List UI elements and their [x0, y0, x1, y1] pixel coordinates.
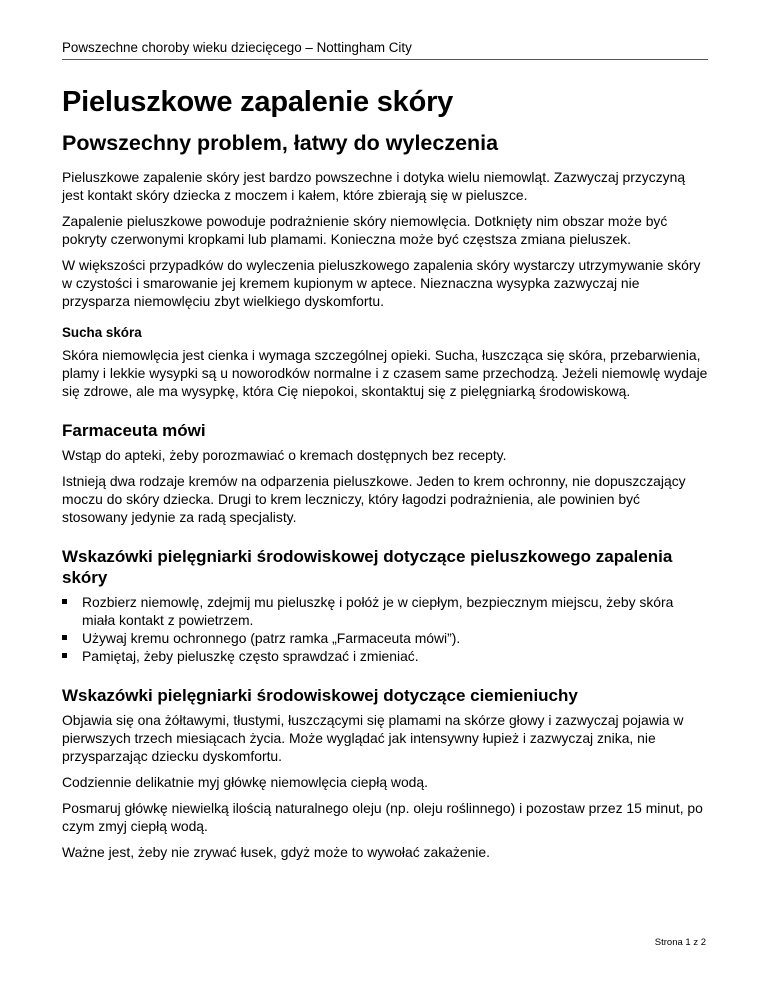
- pharmacist-paragraph: Wstąp do apteki, żeby porozmawiać o kremach dostępnych bez recepty.: [62, 447, 507, 463]
- cradle-cap-paragraph: Posmaruj główkę niewielką ilością naturalnego oleju (np. oleju roślinnego) i pozostaw przez 15 minut, po czym zmyj ciepłą wodą.: [62, 800, 703, 834]
- cradle-cap-paragraph: Codziennie delikatnie myj główkę niemowlęcia ciepłą wodą.: [62, 774, 428, 790]
- nurse-tips-rash-heading: Wskazówki pielęgniarki środowiskowej dotyczące pieluszkowego zapalenia skóry: [62, 547, 673, 587]
- intro-paragraph: Zapalenie pieluszkowe powoduje podrażnienie skóry niemowlęcia. Dotknięty nim obszar może być pokryty czerwonymi kropkami lub plamami. Konieczna może być częstsza zmiana pieluszek.: [62, 213, 668, 247]
- pharmacist-paragraph: Istnieją dwa rodzaje kremów na odparzenia pieluszkowe. Jeden to krem ochronny, nie dopuszczający moczu do skóry dziecka. Drugi to krem leczniczy, który łagodzi podrażnienia, ale powinien być stosowany jedynie za radą specjalisty.: [62, 473, 686, 525]
- page-subtitle: Powszechny problem, łatwy do wyleczenia: [62, 131, 499, 155]
- intro-paragraph: W większości przypadków do wyleczenia pieluszkowego zapalenia skóry wystarczy utrzymywanie skóry w czystości i smarowanie jej kremem kupionym w aptece. Nieznaczna wysypka zazwyczaj nie przysparza niemowlęciu zbyt wielkiego dyskomfortu.: [62, 257, 701, 309]
- nurse-tips-rash-list: [62, 593, 708, 665]
- cradle-cap-paragraph: Ważne jest, żeby nie zrywać łusek, gdyż może to wywołać zakażenie.: [62, 844, 490, 860]
- intro-paragraph: Pieluszkowe zapalenie skóry jest bardzo powszechne i dotyka wielu niemowląt. Zazwyczaj przyczyną jest kontakt skóry dziecka z moczem i kałem, które zbierają się w pieluszce.: [62, 169, 686, 203]
- dry-skin-paragraph: Skóra niemowlęcia jest cienka i wymaga szczególnej opieki. Sucha, łuszcząca się skóra, przebarwienia, plamy i lekkie wysypki są u noworodków normalne i z czasem same przechodzą. Jeżeli niemowlę wydaje się zdrowe, ale ma wysypkę, która Cię niepokoi, skontaktuj się z pielęgniarką środowiskową.: [62, 347, 708, 399]
- document-body: [62, 168, 708, 869]
- running-header: Powszechne choroby wieku dziecięcego – Nottingham City: [62, 40, 708, 60]
- cradle-cap-paragraph: Objawia się ona żółtawymi, tłustymi, łuszczącymi się plamami na skórze głowy i zazwyczaj pojawia w pierwszych trzech miesiącach życia. Może wyglądać jak intensywny łupież i zazwyczaj znika, nie przysparzając dziecku dyskomfortu.: [62, 712, 684, 764]
- square-bullet-icon: [62, 635, 67, 640]
- list-item: [82, 647, 708, 665]
- page-title: Pieluszkowe zapalenie skóry: [62, 86, 454, 118]
- list-item-text: Pamiętaj, żeby pieluszkę często sprawdzać i zmieniać.: [82, 648, 419, 664]
- nurse-tips-cradle-cap-heading: Wskazówki pielęgniarki środowiskowej dotyczące ciemieniuchy: [62, 686, 578, 705]
- list-item-text: Używaj kremu ochronnego (patrz ramka „Farmaceuta mówi”).: [82, 630, 461, 646]
- page-number: Strona 1 z 2: [654, 937, 706, 948]
- list-item: [82, 593, 708, 629]
- list-item: [82, 629, 708, 647]
- list-item-text: Rozbierz niemowlę, zdejmij mu pieluszkę i połóż je w ciepłym, bezpiecznym miejscu, żeby skóra miała kontakt z powietrzem.: [82, 594, 674, 628]
- square-bullet-icon: [62, 653, 67, 658]
- dry-skin-heading: Sucha skóra: [62, 325, 142, 340]
- square-bullet-icon: [62, 599, 67, 604]
- pharmacist-heading: Farmaceuta mówi: [62, 421, 206, 440]
